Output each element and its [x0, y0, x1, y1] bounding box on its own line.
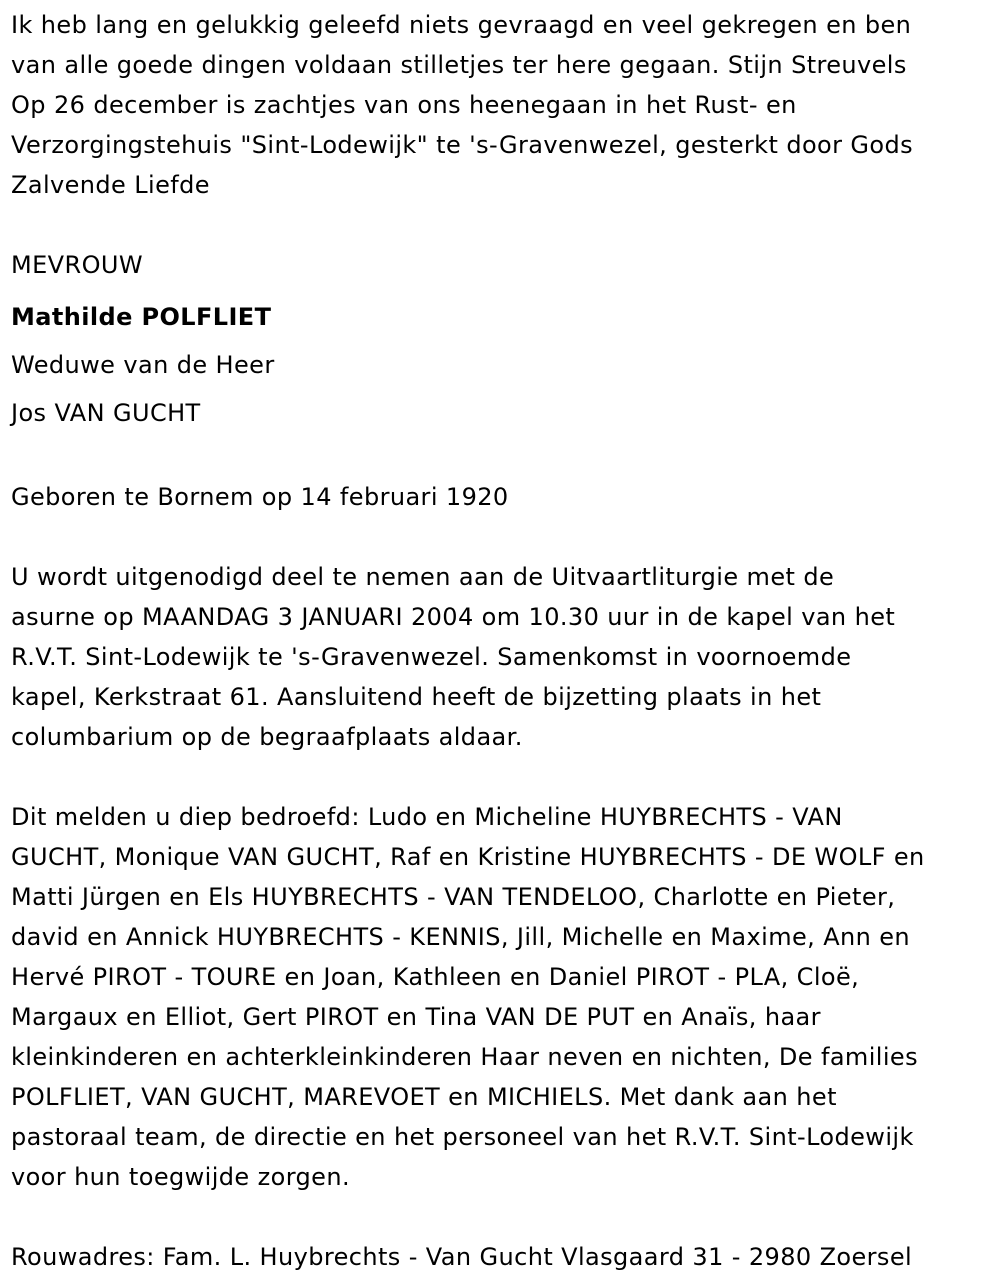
spacer [11, 437, 990, 477]
deceased-name: Mathilde POLFLIET [11, 303, 272, 331]
spacer [11, 1197, 990, 1237]
announcement-paragraph: Dit melden u diep bedroefd: Ludo en Micheline HUYBRECHTS - VAN GUCHT, Monique VAN GUCHT, Raf en Kristine HUYBRECHTS - DE WOLF en Matti Jürgen en Els HUYBRECHTS - VAN TENDELOO, Charlotte en Pieter, david en Annick HUYBRECHTS - KENNIS, Jill, Michelle en Maxime, Ann en Hervé PIROT - TOURE en Joan, Kathleen en Daniel PIROT - PLA, Cloë, Margaux en Elliot, Gert PIROT en Tina VAN DE PUT en Anaïs, haar kleinkinderen en achterkleinkinderen Haar neven en nichten, De families POLFLIET, VAN GUCHT, MAREVOET en MICHIELS. Met dank aan het pastoraal team, de directie en het personeel van het R.V.T. Sint-Lodewijk voor hun toegwijde zorgen. [11, 803, 925, 1191]
spacer [11, 205, 990, 245]
spacer [11, 517, 990, 557]
intro-paragraph: Ik heb lang en gelukkig geleefd niets gevraagd en veel gekregen en ben van alle goede dingen voldaan stilletjes ter here gegaan. Stijn Streuvels Op 26 december is zachtjes van ons heenegaan in het Rust- en Verzorgingstehuis "Sint-Lodewijk" te 's-Gravenwezel, gesterkt door Gods Zalvende Liefde [11, 11, 914, 199]
mourning-address: Rouwadres: Fam. L. Huybrechts - Van Gucht Vlasgaard 31 - 2980 Zoersel [11, 1243, 913, 1271]
widow-line: Weduwe van de Heer [11, 351, 275, 379]
title-mevrouw: MEVROUW [11, 251, 143, 279]
invitation-paragraph: U wordt uitgenodigd deel te nemen aan de Uitvaartliturgie met de asurne op MAANDAG 3 JANUARI 2004 om 10.30 uur in de kapel van het R.V.T. Sint-Lodewijk te 's-Gravenwezel. Samenkomst in voornoemde kapel, Kerkstraat 61. Aansluitend heeft de bijzetting plaats in het columbarium op de begraafplaats aldaar. [11, 563, 896, 751]
spouse-name: Jos VAN GUCHT [11, 399, 201, 427]
birth-line: Geboren te Bornem op 14 februari 1920 [11, 483, 509, 511]
spacer [11, 757, 990, 797]
